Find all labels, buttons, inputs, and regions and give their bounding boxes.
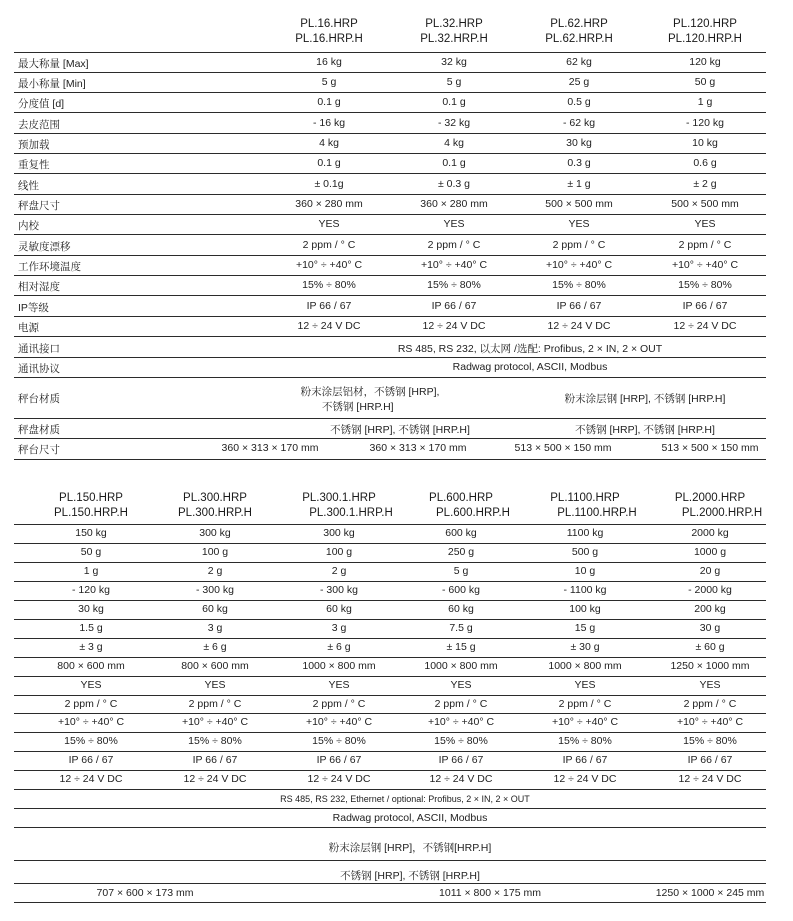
row-divider xyxy=(14,275,766,276)
table-cell: YES xyxy=(574,679,596,691)
table-cell: 1.5 g xyxy=(79,622,103,634)
table-cell: YES xyxy=(443,218,465,230)
row-divider xyxy=(14,524,766,525)
model-header-variant: PL.300.1.HRP.H xyxy=(309,507,393,519)
row-divider xyxy=(14,418,766,419)
table-cell: +10° ÷ +40° C xyxy=(420,259,488,271)
table-cell: 15% ÷ 80% xyxy=(312,735,366,747)
table-cell: - 1100 kg xyxy=(563,584,607,596)
platform-size-label: 秤台尺寸 xyxy=(18,444,60,456)
table-cell: 1100 kg xyxy=(566,527,604,539)
table-cell: YES xyxy=(699,679,721,691)
table-cell: 500 × 500 mm xyxy=(545,198,613,210)
table-cell: - 2000 kg xyxy=(688,584,732,596)
row-divider xyxy=(14,695,766,696)
table-cell: 15% ÷ 80% xyxy=(678,279,732,291)
table-cell: 2 ppm / ° C xyxy=(434,698,488,710)
table-cell: - 300 kg xyxy=(196,584,234,596)
table-cell: 15% ÷ 80% xyxy=(427,279,481,291)
table-cell: 30 kg xyxy=(78,603,104,615)
table-cell: 0.3 g xyxy=(567,157,591,169)
table-cell: 5 g xyxy=(321,76,337,88)
table-cell: 16 kg xyxy=(316,56,342,68)
table-cell: 0.1 g xyxy=(442,157,466,169)
table-cell: 500 × 500 mm xyxy=(671,198,739,210)
table-cell: IP 66 / 67 xyxy=(192,754,238,766)
table-cell: - 600 kg xyxy=(442,584,480,596)
table-cell: 15% ÷ 80% xyxy=(434,735,488,747)
table-cell: 150 kg xyxy=(75,527,107,539)
protocol-value-2: Radwag protocol, ASCII, Modbus xyxy=(332,812,488,824)
table-cell: 5 g xyxy=(453,565,469,577)
row-divider xyxy=(14,438,766,439)
model-header-variant: PL.300.HRP.H xyxy=(178,507,252,519)
platform-material-value-2: 粉末涂层钢 [HRP]，不锈钢[HRP.H] xyxy=(328,842,492,854)
row-label: IP等级 xyxy=(18,302,49,314)
model-header-variant: PL.150.HRP.H xyxy=(54,507,128,519)
table-cell: 12 ÷ 24 V DC xyxy=(429,773,493,785)
table-cell: 30 kg xyxy=(566,137,592,149)
table-cell: 2 ppm / ° C xyxy=(678,239,732,251)
row-divider xyxy=(14,214,766,215)
model-header-variant: PL.2000.HRP.H xyxy=(681,507,763,519)
row-label: 内校 xyxy=(18,220,39,232)
table-cell: IP 66 / 67 xyxy=(316,754,362,766)
model-header-variant: PL.600.HRP.H xyxy=(436,507,510,519)
row-divider xyxy=(14,543,766,544)
table-cell: 15% ÷ 80% xyxy=(64,735,118,747)
table-cell: 12 ÷ 24 V DC xyxy=(547,320,611,332)
table-cell: 62 kg xyxy=(566,56,592,68)
table-cell: YES xyxy=(328,679,350,691)
row-divider xyxy=(14,295,766,296)
table-cell: 60 kg xyxy=(448,603,474,615)
row-label: 工作环境温度 xyxy=(18,261,81,273)
platform-size-3: 513 × 500 × 150 mm xyxy=(514,442,612,454)
table-cell: ± 6 g xyxy=(327,641,351,653)
table-cell: 50 g xyxy=(694,76,716,88)
row-label: 最大称量 [Max] xyxy=(18,58,89,70)
table-cell: YES xyxy=(318,218,340,230)
protocol-label: 通讯协议 xyxy=(18,363,60,375)
table-cell: 1000 × 800 mm xyxy=(302,660,376,672)
table-cell: 10 g xyxy=(574,565,596,577)
table-cell: - 120 kg xyxy=(686,117,724,129)
table-cell: 5 g xyxy=(446,76,462,88)
table-cell: 12 ÷ 24 V DC xyxy=(553,773,617,785)
platform-material-right: 粉末涂层钢 [HRP], 不锈钢 [HRP.H] xyxy=(564,393,726,405)
platform-size-2-2: 1011 × 800 × 175 mm xyxy=(439,887,541,899)
table-cell: 2 ppm / ° C xyxy=(552,239,606,251)
row-divider xyxy=(14,860,766,861)
table-cell: 1000 × 800 mm xyxy=(548,660,622,672)
row-divider xyxy=(14,732,766,733)
table-cell: 100 g xyxy=(201,546,229,558)
row-divider xyxy=(14,133,766,134)
table-cell: ± 6 g xyxy=(203,641,227,653)
table-cell: IP 66 / 67 xyxy=(562,754,608,766)
table-cell: 15% ÷ 80% xyxy=(302,279,356,291)
row-label: 分度值 [d] xyxy=(18,98,65,110)
row-divider xyxy=(14,770,766,771)
table-cell: 250 g xyxy=(447,546,475,558)
table-cell: +10° ÷ +40° C xyxy=(551,716,619,728)
row-label: 相对湿度 xyxy=(18,281,60,293)
model-header: PL.120.HRP xyxy=(673,18,737,30)
model-header-variant: PL.16.HRP.H xyxy=(295,33,363,45)
table-cell: ± 2 g xyxy=(693,178,717,190)
table-cell: 15% ÷ 80% xyxy=(683,735,737,747)
table-cell: 0.6 g xyxy=(693,157,717,169)
row-label: 灵敏度漂移 xyxy=(18,241,71,253)
table-cell: 12 ÷ 24 V DC xyxy=(297,320,361,332)
row-divider xyxy=(14,234,766,235)
table-cell: 2 ppm / ° C xyxy=(427,239,481,251)
protocol-value: Radwag protocol, ASCII, Modbus xyxy=(452,361,608,373)
table-cell: 1250 × 1000 mm xyxy=(670,660,750,672)
table-cell: 0.5 g xyxy=(567,96,591,108)
row-label: 重复性 xyxy=(18,159,50,171)
table-cell: 2 ppm / ° C xyxy=(683,698,737,710)
platform-material-label: 秤台材质 xyxy=(18,393,60,405)
row-label: 电源 xyxy=(18,322,39,334)
row-divider xyxy=(14,194,766,195)
table-cell: +10° ÷ +40° C xyxy=(305,716,373,728)
pan-material-value-2: 不锈钢 [HRP], 不锈钢 [HRP.H] xyxy=(340,870,480,882)
model-header: PL.1100.HRP xyxy=(550,492,620,504)
table-cell: 600 kg xyxy=(445,527,477,539)
table-cell: 60 kg xyxy=(326,603,352,615)
table-cell: - 32 kg xyxy=(437,117,471,129)
platform-material-left-line2: 不锈钢 [HRP.H] xyxy=(322,401,394,413)
table-cell: +10° ÷ +40° C xyxy=(671,259,739,271)
table-cell: ± 60 g xyxy=(695,641,725,653)
row-label: 去皮范围 xyxy=(18,119,60,131)
model-header-variant: PL.120.HRP.H xyxy=(668,33,742,45)
model-header-variant: PL.1100.HRP.H xyxy=(557,507,637,519)
table-cell: +10° ÷ +40° C xyxy=(181,716,249,728)
table-cell: ± 1 g xyxy=(567,178,591,190)
row-divider xyxy=(14,562,766,563)
table-cell: 12 ÷ 24 V DC xyxy=(59,773,123,785)
table-cell: ± 3 g xyxy=(79,641,103,653)
interface-value-2: RS 485, RS 232, Ethernet / optional: Profibus, 2 × IN, 2 × OUT xyxy=(280,794,530,804)
model-header-variant: PL.32.HRP.H xyxy=(420,33,488,45)
table-cell: IP 66 / 67 xyxy=(306,300,352,312)
row-label: 最小称量 [Min] xyxy=(18,78,86,90)
table-cell: 15 g xyxy=(574,622,596,634)
table-cell: 0.1 g xyxy=(317,157,341,169)
table-cell: YES xyxy=(204,679,226,691)
row-divider xyxy=(14,336,766,337)
row-divider xyxy=(14,153,766,154)
table-cell: YES xyxy=(694,218,716,230)
table-cell: - 120 kg xyxy=(72,584,110,596)
platform-size-2-1: 707 × 600 × 173 mm xyxy=(96,887,194,899)
table-cell: - 300 kg xyxy=(320,584,358,596)
pan-material-label: 秤盘材质 xyxy=(18,424,60,436)
table-cell: - 16 kg xyxy=(312,117,346,129)
interface-value: RS 485, RS 232, 以太网 /选配: Profibus, 2 × IN, 2 × OUT xyxy=(397,343,663,355)
model-header: PL.32.HRP xyxy=(425,18,483,30)
row-divider xyxy=(14,255,766,256)
row-label: 线性 xyxy=(18,180,39,192)
table-cell: YES xyxy=(450,679,472,691)
table-cell: 12 ÷ 24 V DC xyxy=(678,773,742,785)
table-cell: 2 g xyxy=(331,565,347,577)
row-divider xyxy=(14,713,766,714)
table-cell: ± 15 g xyxy=(446,641,476,653)
platform-size-1: 360 × 313 × 170 mm xyxy=(221,442,319,454)
table-cell: 800 × 600 mm xyxy=(57,660,125,672)
table-cell: 32 kg xyxy=(441,56,467,68)
table-cell: 2000 kg xyxy=(691,527,729,539)
row-divider xyxy=(14,883,766,884)
table-cell: IP 66 / 67 xyxy=(431,300,477,312)
table-cell: 20 g xyxy=(699,565,721,577)
table-cell: 2 ppm / ° C xyxy=(558,698,612,710)
table-cell: IP 66 / 67 xyxy=(682,300,728,312)
table-cell: 25 g xyxy=(568,76,590,88)
table-cell: 100 kg xyxy=(569,603,601,615)
table-cell: 2 ppm / ° C xyxy=(188,698,242,710)
model-header: PL.300.HRP xyxy=(183,492,247,504)
table-cell: 12 ÷ 24 V DC xyxy=(307,773,371,785)
platform-material-left-line1: 粉末涂层铝材，不锈钢 [HRP], xyxy=(300,386,440,398)
table-cell: 200 kg xyxy=(694,603,726,615)
row-divider xyxy=(14,676,766,677)
pan-material-left: 不锈钢 [HRP], 不锈钢 [HRP.H] xyxy=(330,424,470,436)
platform-size-2: 360 × 313 × 170 mm xyxy=(369,442,467,454)
table-cell: IP 66 / 67 xyxy=(438,754,484,766)
table-cell: 0.1 g xyxy=(317,96,341,108)
table-cell: 30 g xyxy=(699,622,721,634)
table-cell: 12 ÷ 24 V DC xyxy=(422,320,486,332)
table-cell: 12 ÷ 24 V DC xyxy=(673,320,737,332)
row-divider xyxy=(14,459,766,460)
table-cell: 300 kg xyxy=(199,527,231,539)
table-cell: YES xyxy=(568,218,590,230)
table-cell: 300 kg xyxy=(323,527,355,539)
row-divider xyxy=(14,789,766,790)
table-cell: IP 66 / 67 xyxy=(68,754,114,766)
table-cell: YES xyxy=(80,679,102,691)
model-header: PL.150.HRP xyxy=(59,492,123,504)
table-cell: 120 kg xyxy=(689,56,721,68)
table-cell: 12 ÷ 24 V DC xyxy=(183,773,247,785)
pan-material-right: 不锈钢 [HRP], 不锈钢 [HRP.H] xyxy=(575,424,715,436)
table-cell: 15% ÷ 80% xyxy=(558,735,612,747)
model-header: PL.300.1.HRP xyxy=(302,492,376,504)
row-divider xyxy=(14,619,766,620)
row-divider xyxy=(14,52,766,53)
platform-size-2-3: 1250 × 1000 × 245 mm xyxy=(655,887,765,899)
table-cell: 4 kg xyxy=(444,137,464,149)
table-cell: +10° ÷ +40° C xyxy=(57,716,125,728)
interface-label: 通讯接口 xyxy=(18,343,60,355)
table-cell: 1000 g xyxy=(693,546,727,558)
table-cell: 1 g xyxy=(83,565,99,577)
table-cell: - 62 kg xyxy=(562,117,596,129)
table-cell: 2 g xyxy=(207,565,223,577)
row-divider xyxy=(14,92,766,93)
row-divider xyxy=(14,808,766,809)
table-cell: +10° ÷ +40° C xyxy=(295,259,363,271)
table-cell: 2 ppm / ° C xyxy=(302,239,356,251)
table-cell: 0.1 g xyxy=(442,96,466,108)
row-divider xyxy=(14,173,766,174)
model-header-variant: PL.62.HRP.H xyxy=(545,33,613,45)
model-header: PL.16.HRP xyxy=(300,18,358,30)
row-divider xyxy=(14,581,766,582)
row-divider xyxy=(14,751,766,752)
row-label: 预加载 xyxy=(18,139,50,151)
table-cell: 4 kg xyxy=(319,137,339,149)
row-divider xyxy=(14,112,766,113)
table-cell: +10° ÷ +40° C xyxy=(545,259,613,271)
row-divider xyxy=(14,600,766,601)
row-divider xyxy=(14,657,766,658)
table-cell: ± 0.3 g xyxy=(437,178,471,190)
table-cell: ± 0.1g xyxy=(314,178,344,190)
table-cell: 2 ppm / ° C xyxy=(64,698,118,710)
table-cell: IP 66 / 67 xyxy=(687,754,733,766)
table-cell: ± 30 g xyxy=(570,641,600,653)
model-header: PL.600.HRP xyxy=(429,492,493,504)
row-divider xyxy=(14,377,766,378)
table-cell: IP 66 / 67 xyxy=(556,300,602,312)
table-cell: 360 × 280 mm xyxy=(295,198,363,210)
row-divider xyxy=(14,357,766,358)
table-cell: 500 g xyxy=(571,546,599,558)
table-cell: 3 g xyxy=(207,622,223,634)
table-cell: 15% ÷ 80% xyxy=(552,279,606,291)
table-cell: +10° ÷ +40° C xyxy=(427,716,495,728)
row-divider xyxy=(14,72,766,73)
row-divider xyxy=(14,827,766,828)
row-divider xyxy=(14,902,766,903)
model-header: PL.2000.HRP xyxy=(674,492,746,504)
table-cell: 7.5 g xyxy=(449,622,473,634)
table-cell: 60 kg xyxy=(202,603,228,615)
table-cell: 2 ppm / ° C xyxy=(312,698,366,710)
row-divider xyxy=(14,316,766,317)
platform-size-4: 513 × 500 × 150 mm xyxy=(661,442,759,454)
table-cell: +10° ÷ +40° C xyxy=(676,716,744,728)
table-cell: 100 g xyxy=(325,546,353,558)
model-header: PL.62.HRP xyxy=(550,18,608,30)
table-cell: 10 kg xyxy=(692,137,718,149)
table-cell: 800 × 600 mm xyxy=(181,660,249,672)
row-label: 秤盘尺寸 xyxy=(18,200,60,212)
table-cell: 1 g xyxy=(697,96,713,108)
row-divider xyxy=(14,638,766,639)
table-cell: 50 g xyxy=(80,546,102,558)
table-cell: 3 g xyxy=(331,622,347,634)
table-cell: 15% ÷ 80% xyxy=(188,735,242,747)
table-cell: 360 × 280 mm xyxy=(420,198,488,210)
table-cell: 1000 × 800 mm xyxy=(424,660,498,672)
